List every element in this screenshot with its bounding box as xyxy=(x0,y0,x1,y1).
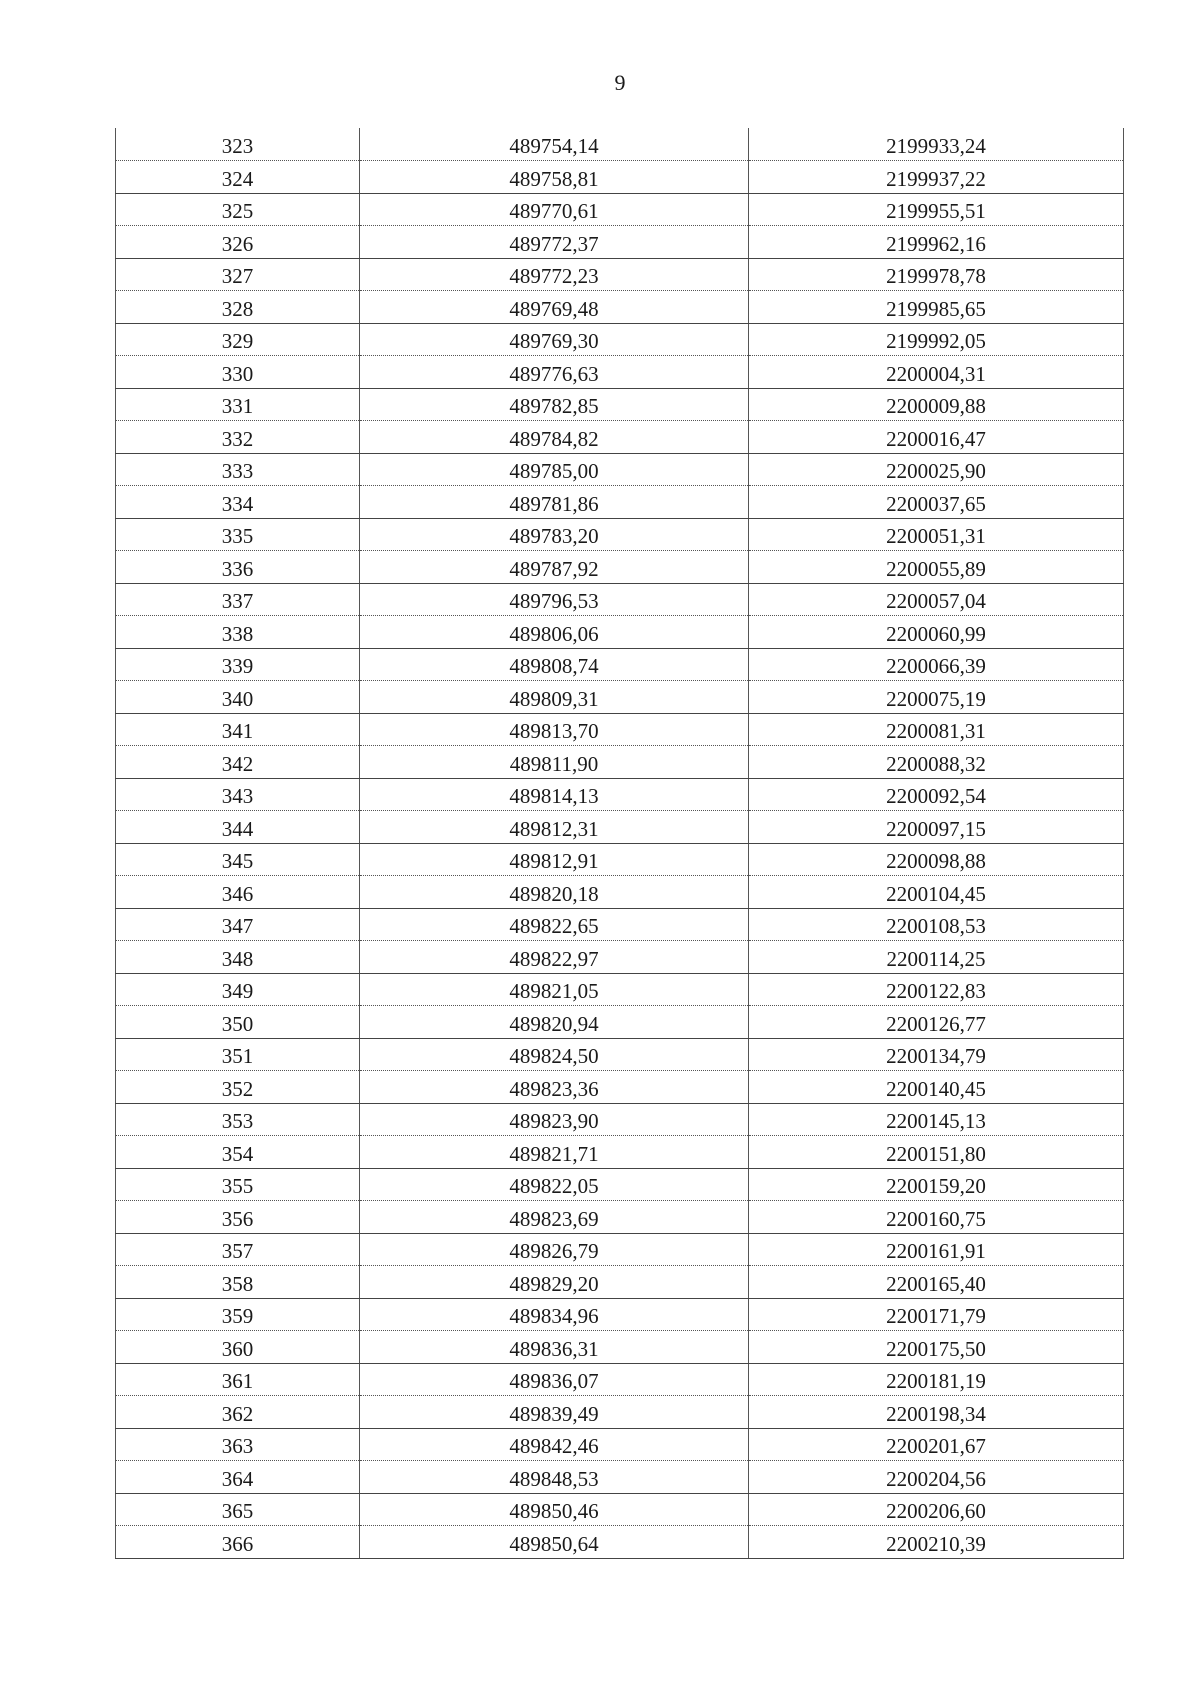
point-number-cell: 325 xyxy=(116,193,360,226)
x-coordinate-cell: 489839,49 xyxy=(360,1396,749,1429)
y-coordinate-cell: 2200134,79 xyxy=(749,1038,1124,1071)
point-number-cell: 329 xyxy=(116,323,360,356)
table-row xyxy=(116,1136,1124,1169)
y-coordinate-cell: 2200066,39 xyxy=(749,648,1124,681)
table-row xyxy=(116,876,1124,909)
point-number-cell: 332 xyxy=(116,421,360,454)
table-row xyxy=(116,1201,1124,1234)
x-coordinate-cell: 489783,20 xyxy=(360,518,749,551)
point-number-cell: 333 xyxy=(116,453,360,486)
y-coordinate-cell: 2200140,45 xyxy=(749,1071,1124,1104)
table-row xyxy=(116,616,1124,649)
y-coordinate-cell: 2200160,75 xyxy=(749,1201,1124,1234)
x-coordinate-cell: 489814,13 xyxy=(360,778,749,811)
point-number-cell: 324 xyxy=(116,161,360,194)
table-row xyxy=(116,388,1124,421)
point-number-cell: 336 xyxy=(116,551,360,584)
point-number-cell: 356 xyxy=(116,1201,360,1234)
x-coordinate-cell: 489848,53 xyxy=(360,1461,749,1494)
point-number-cell: 365 xyxy=(116,1493,360,1526)
table-row xyxy=(116,778,1124,811)
y-coordinate-cell: 2199992,05 xyxy=(749,323,1124,356)
x-coordinate-cell: 489850,64 xyxy=(360,1526,749,1559)
x-coordinate-cell: 489781,86 xyxy=(360,486,749,519)
y-coordinate-cell: 2199962,16 xyxy=(749,226,1124,259)
table-row xyxy=(116,681,1124,714)
table-row xyxy=(116,1006,1124,1039)
y-coordinate-cell: 2200075,19 xyxy=(749,681,1124,714)
y-coordinate-cell: 2200004,31 xyxy=(749,356,1124,389)
coordinates-table-body xyxy=(116,128,1124,1558)
x-coordinate-cell: 489811,90 xyxy=(360,746,749,779)
x-coordinate-cell: 489821,05 xyxy=(360,973,749,1006)
x-coordinate-cell: 489785,00 xyxy=(360,453,749,486)
x-coordinate-cell: 489772,37 xyxy=(360,226,749,259)
point-number-cell: 352 xyxy=(116,1071,360,1104)
x-coordinate-cell: 489823,36 xyxy=(360,1071,749,1104)
point-number-cell: 337 xyxy=(116,583,360,616)
point-number-cell: 341 xyxy=(116,713,360,746)
y-coordinate-cell: 2200145,13 xyxy=(749,1103,1124,1136)
y-coordinate-cell: 2200037,65 xyxy=(749,486,1124,519)
table-row xyxy=(116,1363,1124,1396)
x-coordinate-cell: 489822,97 xyxy=(360,941,749,974)
point-number-cell: 360 xyxy=(116,1331,360,1364)
y-coordinate-cell: 2200081,31 xyxy=(749,713,1124,746)
y-coordinate-cell: 2199937,22 xyxy=(749,161,1124,194)
y-coordinate-cell: 2200165,40 xyxy=(749,1266,1124,1299)
x-coordinate-cell: 489829,20 xyxy=(360,1266,749,1299)
y-coordinate-cell: 2200055,89 xyxy=(749,551,1124,584)
table-row xyxy=(116,713,1124,746)
point-number-cell: 358 xyxy=(116,1266,360,1299)
point-number-cell: 353 xyxy=(116,1103,360,1136)
table-row xyxy=(116,811,1124,844)
point-number-cell: 349 xyxy=(116,973,360,1006)
point-number-cell: 334 xyxy=(116,486,360,519)
table-row xyxy=(116,551,1124,584)
table-row xyxy=(116,226,1124,259)
table-row xyxy=(116,356,1124,389)
table-row xyxy=(116,1103,1124,1136)
x-coordinate-cell: 489820,18 xyxy=(360,876,749,909)
x-coordinate-cell: 489813,70 xyxy=(360,713,749,746)
table-row xyxy=(116,941,1124,974)
y-coordinate-cell: 2200025,90 xyxy=(749,453,1124,486)
y-coordinate-cell: 2200108,53 xyxy=(749,908,1124,941)
table-row xyxy=(116,453,1124,486)
point-number-cell: 362 xyxy=(116,1396,360,1429)
point-number-cell: 348 xyxy=(116,941,360,974)
x-coordinate-cell: 489787,92 xyxy=(360,551,749,584)
point-number-cell: 366 xyxy=(116,1526,360,1559)
point-number-cell: 339 xyxy=(116,648,360,681)
table-row xyxy=(116,486,1124,519)
y-coordinate-cell: 2200088,32 xyxy=(749,746,1124,779)
x-coordinate-cell: 489812,31 xyxy=(360,811,749,844)
point-number-cell: 323 xyxy=(116,128,360,161)
point-number-cell: 330 xyxy=(116,356,360,389)
point-number-cell: 364 xyxy=(116,1461,360,1494)
point-number-cell: 351 xyxy=(116,1038,360,1071)
point-number-cell: 340 xyxy=(116,681,360,714)
y-coordinate-cell: 2200126,77 xyxy=(749,1006,1124,1039)
point-number-cell: 345 xyxy=(116,843,360,876)
x-coordinate-cell: 489776,63 xyxy=(360,356,749,389)
x-coordinate-cell: 489754,14 xyxy=(360,128,749,161)
table-row xyxy=(116,1396,1124,1429)
x-coordinate-cell: 489769,48 xyxy=(360,291,749,324)
y-coordinate-cell: 2199978,78 xyxy=(749,258,1124,291)
table-row xyxy=(116,1233,1124,1266)
table-row xyxy=(116,746,1124,779)
x-coordinate-cell: 489770,61 xyxy=(360,193,749,226)
x-coordinate-cell: 489812,91 xyxy=(360,843,749,876)
y-coordinate-cell: 2200097,15 xyxy=(749,811,1124,844)
point-number-cell: 350 xyxy=(116,1006,360,1039)
y-coordinate-cell: 2200210,39 xyxy=(749,1526,1124,1559)
point-number-cell: 355 xyxy=(116,1168,360,1201)
page-number: 9 xyxy=(614,70,626,95)
x-coordinate-cell: 489834,96 xyxy=(360,1298,749,1331)
y-coordinate-cell: 2199955,51 xyxy=(749,193,1124,226)
y-coordinate-cell: 2200092,54 xyxy=(749,778,1124,811)
x-coordinate-cell: 489809,31 xyxy=(360,681,749,714)
y-coordinate-cell: 2199985,65 xyxy=(749,291,1124,324)
x-coordinate-cell: 489782,85 xyxy=(360,388,749,421)
x-coordinate-cell: 489784,82 xyxy=(360,421,749,454)
table-row xyxy=(116,1266,1124,1299)
table-row xyxy=(116,1071,1124,1104)
x-coordinate-cell: 489808,74 xyxy=(360,648,749,681)
point-number-cell: 347 xyxy=(116,908,360,941)
table-row xyxy=(116,1168,1124,1201)
point-number-cell: 328 xyxy=(116,291,360,324)
y-coordinate-cell: 2200009,88 xyxy=(749,388,1124,421)
point-number-cell: 346 xyxy=(116,876,360,909)
table-row xyxy=(116,193,1124,226)
table-row xyxy=(116,518,1124,551)
x-coordinate-cell: 489806,06 xyxy=(360,616,749,649)
x-coordinate-cell: 489821,71 xyxy=(360,1136,749,1169)
x-coordinate-cell: 489850,46 xyxy=(360,1493,749,1526)
x-coordinate-cell: 489772,23 xyxy=(360,258,749,291)
table-row xyxy=(116,1526,1124,1559)
y-coordinate-cell: 2200181,19 xyxy=(749,1363,1124,1396)
point-number-cell: 331 xyxy=(116,388,360,421)
table-row xyxy=(116,258,1124,291)
y-coordinate-cell: 2200060,99 xyxy=(749,616,1124,649)
x-coordinate-cell: 489769,30 xyxy=(360,323,749,356)
point-number-cell: 357 xyxy=(116,1233,360,1266)
point-number-cell: 327 xyxy=(116,258,360,291)
x-coordinate-cell: 489820,94 xyxy=(360,1006,749,1039)
x-coordinate-cell: 489822,05 xyxy=(360,1168,749,1201)
table-row xyxy=(116,973,1124,1006)
x-coordinate-cell: 489796,53 xyxy=(360,583,749,616)
table-row xyxy=(116,843,1124,876)
point-number-cell: 342 xyxy=(116,746,360,779)
y-coordinate-cell: 2200171,79 xyxy=(749,1298,1124,1331)
table-row xyxy=(116,291,1124,324)
y-coordinate-cell: 2199933,24 xyxy=(749,128,1124,161)
table-row xyxy=(116,421,1124,454)
x-coordinate-cell: 489836,31 xyxy=(360,1331,749,1364)
x-coordinate-cell: 489826,79 xyxy=(360,1233,749,1266)
y-coordinate-cell: 2200201,67 xyxy=(749,1428,1124,1461)
point-number-cell: 363 xyxy=(116,1428,360,1461)
table-row xyxy=(116,1493,1124,1526)
y-coordinate-cell: 2200206,60 xyxy=(749,1493,1124,1526)
table-row xyxy=(116,1331,1124,1364)
x-coordinate-cell: 489758,81 xyxy=(360,161,749,194)
y-coordinate-cell: 2200204,56 xyxy=(749,1461,1124,1494)
x-coordinate-cell: 489842,46 xyxy=(360,1428,749,1461)
table-row xyxy=(116,1298,1124,1331)
coordinates-table xyxy=(115,128,1124,1559)
table-row xyxy=(116,1461,1124,1494)
point-number-cell: 359 xyxy=(116,1298,360,1331)
y-coordinate-cell: 2200159,20 xyxy=(749,1168,1124,1201)
y-coordinate-cell: 2200151,80 xyxy=(749,1136,1124,1169)
y-coordinate-cell: 2200122,83 xyxy=(749,973,1124,1006)
point-number-cell: 354 xyxy=(116,1136,360,1169)
point-number-cell: 335 xyxy=(116,518,360,551)
table-row xyxy=(116,648,1124,681)
table-row xyxy=(116,128,1124,161)
x-coordinate-cell: 489822,65 xyxy=(360,908,749,941)
y-coordinate-cell: 2200016,47 xyxy=(749,421,1124,454)
y-coordinate-cell: 2200114,25 xyxy=(749,941,1124,974)
y-coordinate-cell: 2200198,34 xyxy=(749,1396,1124,1429)
y-coordinate-cell: 2200104,45 xyxy=(749,876,1124,909)
y-coordinate-cell: 2200175,50 xyxy=(749,1331,1124,1364)
table-row xyxy=(116,323,1124,356)
table-row xyxy=(116,161,1124,194)
point-number-cell: 361 xyxy=(116,1363,360,1396)
y-coordinate-cell: 2200051,31 xyxy=(749,518,1124,551)
table-row xyxy=(116,1428,1124,1461)
point-number-cell: 344 xyxy=(116,811,360,844)
x-coordinate-cell: 489823,90 xyxy=(360,1103,749,1136)
x-coordinate-cell: 489836,07 xyxy=(360,1363,749,1396)
table-row xyxy=(116,1038,1124,1071)
table-row xyxy=(116,908,1124,941)
point-number-cell: 326 xyxy=(116,226,360,259)
y-coordinate-cell: 2200098,88 xyxy=(749,843,1124,876)
y-coordinate-cell: 2200057,04 xyxy=(749,583,1124,616)
point-number-cell: 338 xyxy=(116,616,360,649)
point-number-cell: 343 xyxy=(116,778,360,811)
table-row xyxy=(116,583,1124,616)
x-coordinate-cell: 489823,69 xyxy=(360,1201,749,1234)
x-coordinate-cell: 489824,50 xyxy=(360,1038,749,1071)
y-coordinate-cell: 2200161,91 xyxy=(749,1233,1124,1266)
